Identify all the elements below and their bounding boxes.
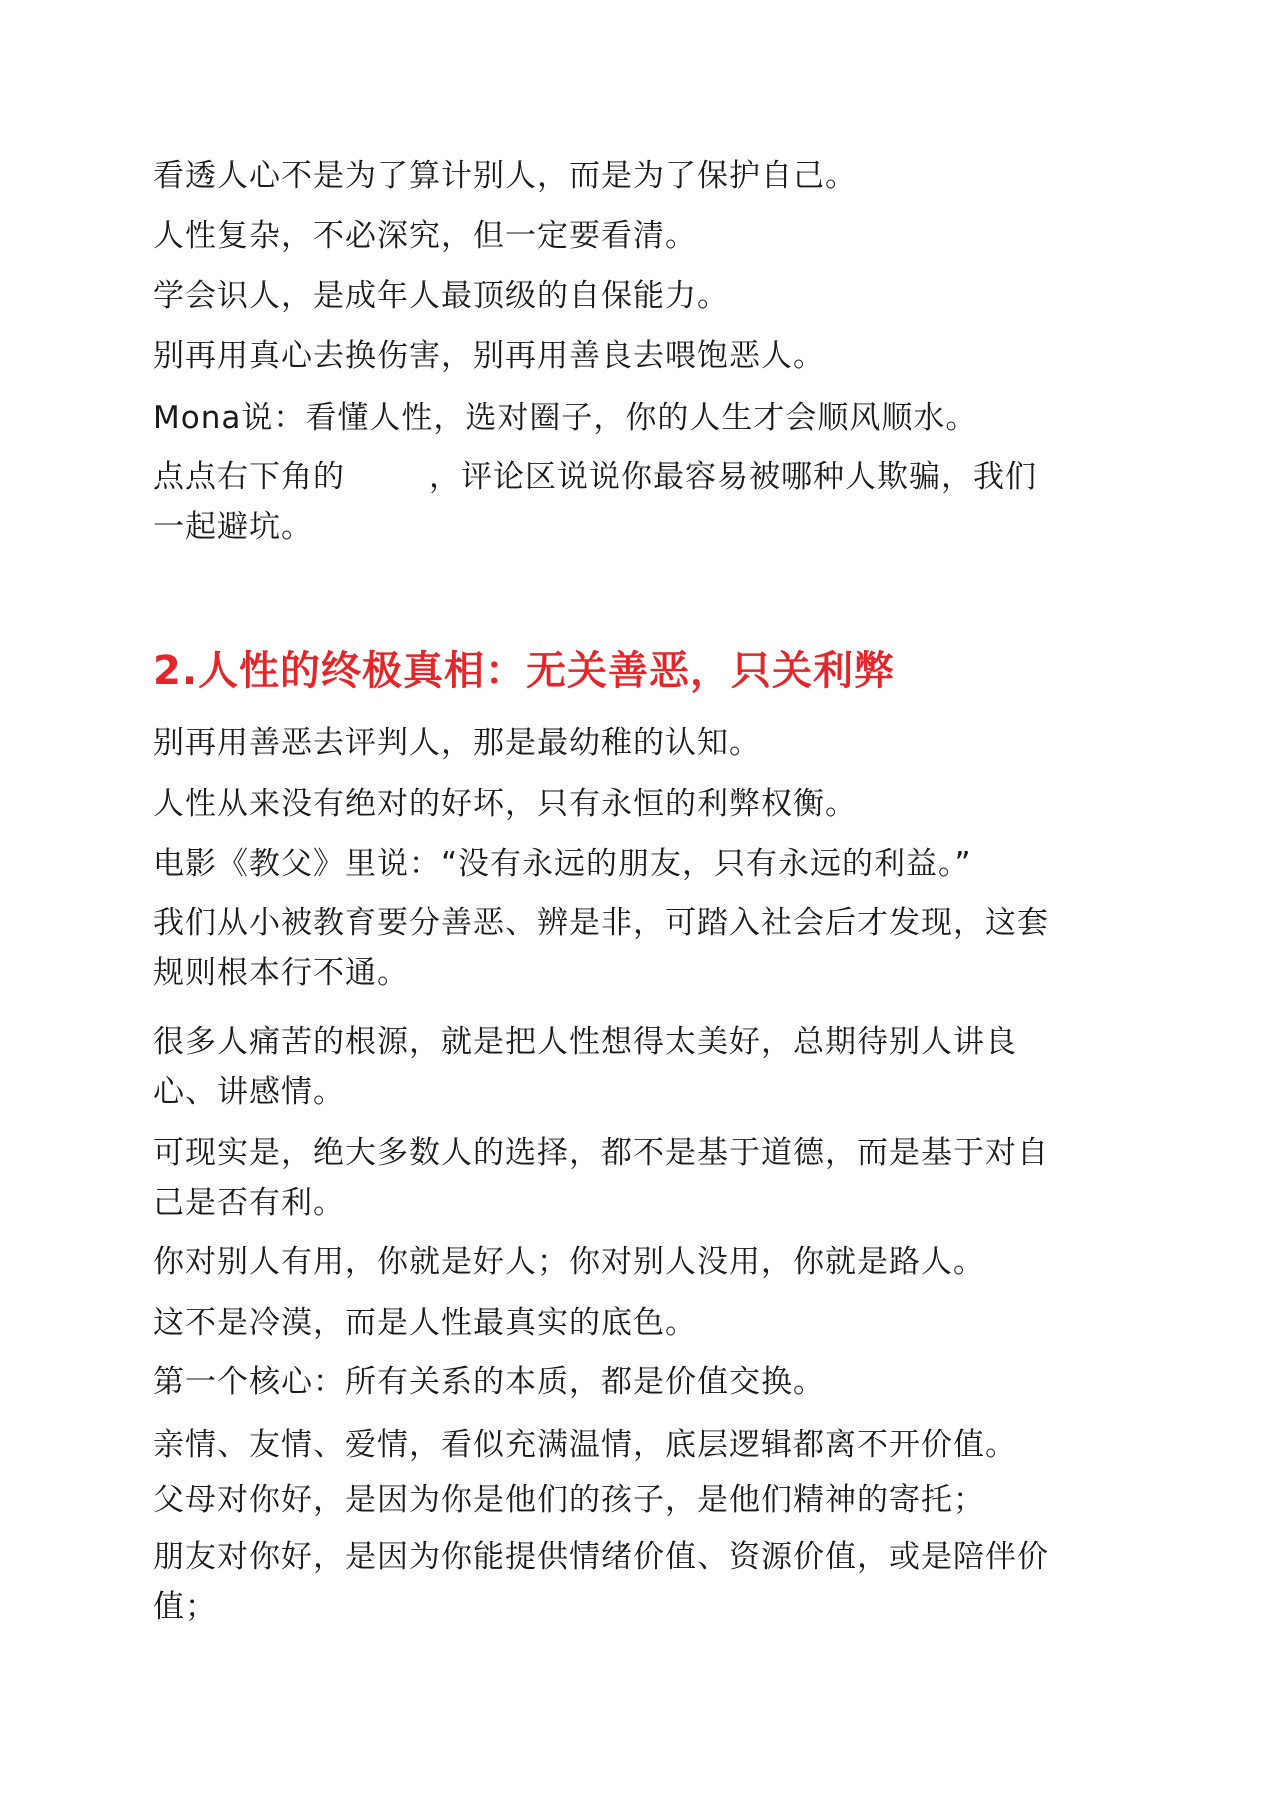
paragraph: Mona说：看懂人性，选对圈子，你的人生才会顺风顺水。 [153, 400, 978, 436]
paragraph-multiline [153, 452, 1133, 552]
paragraph-line [153, 452, 1133, 502]
paragraph-line: 值； [153, 1589, 217, 1625]
paragraph: 你对别人有用，你就是好人；你对别人没用，你就是路人。 [153, 1244, 985, 1280]
paragraph-line: 规则根本行不通。 [153, 955, 409, 991]
paragraph-line: 我们从小被教育要分善恶、辨是非，可踏入社会后才发现，这套 [153, 905, 1049, 941]
paragraph-line: 己是否有利。 [153, 1185, 345, 1221]
paragraph-line: 心、讲感情。 [153, 1074, 345, 1110]
paragraph: 第一个核心：所有关系的本质，都是价值交换。 [153, 1364, 825, 1400]
paragraph: 学会识人，是成年人最顶级的自保能力。 [153, 278, 729, 314]
paragraph: 人性从来没有绝对的好坏，只有永恒的利弊权衡。 [153, 786, 857, 822]
paragraph-multiline [153, 1532, 1133, 1632]
paragraph: 看透人心不是为了算计别人，而是为了保护自己。 [153, 158, 857, 194]
paragraph-multiline [153, 898, 1133, 998]
paragraph-text: 点点右下角的 [153, 459, 345, 495]
paragraph-multiline [153, 1017, 1133, 1117]
paragraph-line: 一起避坑。 [153, 509, 313, 545]
paragraph-multiline [153, 1128, 1133, 1228]
paragraph: 人性复杂，不必深究，但一定要看清。 [153, 218, 697, 254]
paragraph: 电影《教父》里说：“没有永远的朋友，只有永远的利益。” [153, 846, 972, 882]
paragraph-text: ，评论区说说你最容易被哪种人欺骗，我们 [429, 459, 1037, 495]
paragraph-line: 很多人痛苦的根源，就是把人性想得太美好，总期待别人讲良 [153, 1024, 1017, 1060]
paragraph: 别再用真心去换伤害，别再用善良去喂饱恶人。 [153, 338, 825, 374]
paragraph: 亲情、友情、爱情，看似充满温情，底层逻辑都离不开价值。 [153, 1427, 1017, 1463]
paragraph-line: 朋友对你好，是因为你能提供情绪价值、资源价值，或是陪伴价 [153, 1539, 1049, 1575]
section-heading: 2.人性的终极真相：无关善恶，只关利弊 [153, 648, 896, 694]
paragraph: 父母对你好，是因为你是他们的孩子，是他们精神的寄托； [153, 1482, 985, 1518]
paragraph-line: 可现实是，绝大多数人的选择，都不是基于道德，而是基于对自 [153, 1135, 1049, 1171]
paragraph: 这不是冷漠，而是人性最真实的底色。 [153, 1305, 697, 1341]
paragraph: 别再用善恶去评判人，那是最幼稚的认知。 [153, 725, 761, 761]
